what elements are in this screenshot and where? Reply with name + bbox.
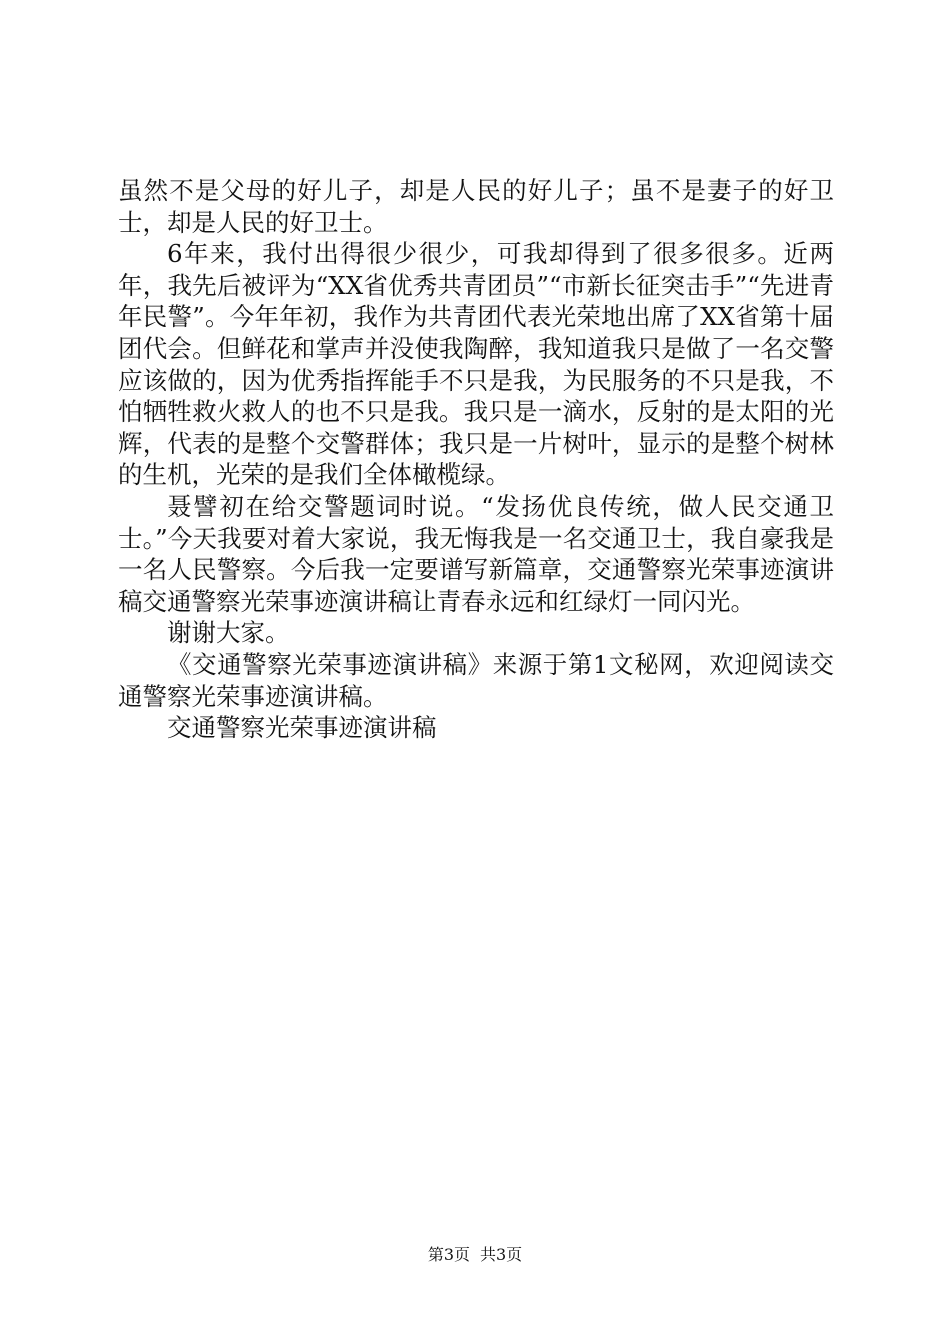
paragraph-title-repeat: 交通警察光荣事迹演讲稿 [167, 713, 437, 743]
page-total: 共3页 [480, 1245, 523, 1264]
paragraph-pledge: 聂譬初在给交警题词时说。“发扬优良传统，做人民交通卫士。”今天我要对着大家说，我无悔我是一名交通卫士，我自豪我是一名人民警察。今后我一定要谱写新篇章，交通警察光荣事迹演讲稿交通警察光荣事迹演讲稿让青春永远和红绿灯一同闪光。 [118, 491, 834, 616]
paragraph-continuation: 虽然不是父母的好儿子，却是人民的好儿子；虽不是妻子的好卫士，却是人民的好卫士。 [118, 176, 834, 237]
paragraph-source-note: 《交通警察光荣事迹演讲稿》来源于第1文秘网，欢迎阅读交通警察光荣事迹演讲稿。 [118, 649, 834, 711]
paragraph-thanks: 谢谢大家。 [167, 618, 290, 648]
page-footer [0, 1242, 950, 1265]
page-number: 第3页 [427, 1245, 470, 1264]
paragraph-achievements: 6年来，我付出得很少很少，可我却得到了很多很多。近两年，我先后被评为“XX省优秀共青团员”“市新长征突击手”“先进青年民警”。今年年初，我作为共青团代表光荣地出席了XX省第十届团代会。但鲜花和掌声并没使我陶醉，我知道我只是做了一名交警应该做的，因为优秀指挥能手不只是我，为民服务的不只是我，不怕牺牲救火救人的也不只是我。我只是一滴水，反射的是太阳的光辉，代表的是整个交警群体；我只是一片树叶，显示的是整个树林的生机，光荣的是我们全体橄榄绿。 [118, 239, 834, 490]
document-body [118, 175, 834, 744]
